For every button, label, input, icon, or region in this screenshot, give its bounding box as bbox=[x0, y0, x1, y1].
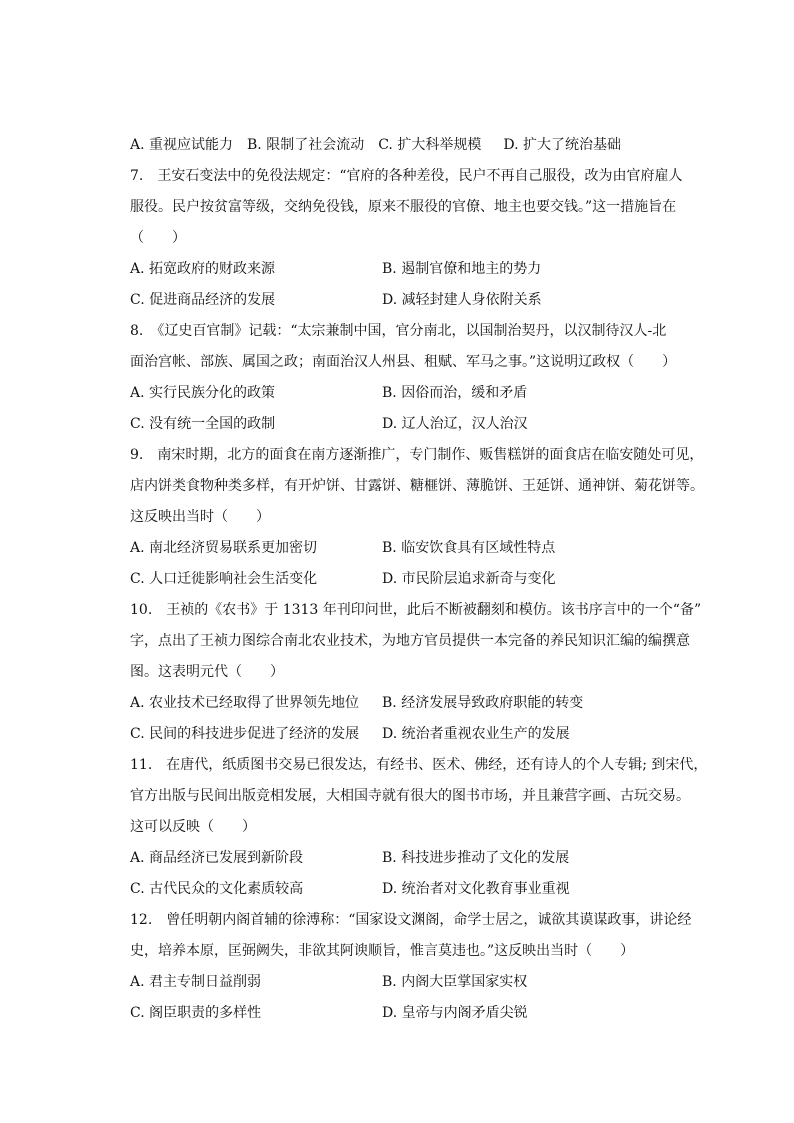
question-stem-line: 10. 王祯的《农书》于 1313 年刊印问世，此后不断被翻刻和模仿。该书序言中的一个“备” bbox=[130, 602, 702, 618]
option-c: C. 人口迁徙影响社会生活变化 bbox=[130, 571, 318, 587]
options-row bbox=[130, 969, 710, 1000]
option-b: B. 内阁大臣掌国家实权 bbox=[382, 974, 528, 990]
option-d: D. 减轻封建人身依附关系 bbox=[382, 292, 542, 308]
question-stem-line: 史，培养本原，匡弼阙失，非欲其阿谀顺旨，惟言莫违也。”这反映出当时（ ） bbox=[130, 943, 635, 959]
question-stem-line: 7. 王安石变法中的免役法规定：“官府的各种差役，民户不再自己服役，改为由官府雇人 bbox=[130, 168, 683, 184]
option-b: B. 因俗而治，缓和矛盾 bbox=[382, 385, 528, 401]
option-a: A. 南北经济贸易联系更加密切 bbox=[130, 540, 318, 556]
options-row bbox=[130, 721, 710, 752]
options-row bbox=[130, 411, 710, 442]
exam-content bbox=[130, 132, 710, 1031]
question-stem-line: 官方出版与民间出版竞相发展，大相国寺就有很大的图书市场，并且兼营字画、古玩交易。 bbox=[130, 788, 690, 804]
option-a: A. 商品经济已发展到新阶段 bbox=[130, 850, 304, 866]
options-row bbox=[130, 876, 710, 907]
options-row bbox=[130, 380, 710, 411]
option-d: D. 市民阶层追求新奇与变化 bbox=[382, 571, 556, 587]
option-a: A. 君主专制日益削弱 bbox=[130, 974, 262, 990]
question-7 bbox=[130, 163, 710, 318]
question-stem-line: 这反映出当时（ ） bbox=[130, 509, 270, 525]
option-b: B. 遏制官僚和地主的势力 bbox=[382, 261, 542, 277]
option-c: C. 民间的科技进步促进了经济的发展 bbox=[130, 726, 360, 742]
question-6-options bbox=[130, 132, 710, 163]
question-stem-line: 9. 南宋时期，北方的面食在南方逐渐推广，专门制作、贩售糕饼的面食店在临安随处可见， bbox=[130, 447, 704, 463]
option-c: C. 没有统一全国的政制 bbox=[130, 416, 276, 432]
options-row bbox=[130, 1000, 710, 1031]
options-row bbox=[130, 566, 710, 597]
option-b: B. 经济发展导致政府职能的转变 bbox=[382, 695, 584, 711]
option-6-c: C. 扩大科举规模 bbox=[378, 137, 482, 153]
question-stem-line: （ ） bbox=[130, 230, 186, 246]
option-b: B. 科技进步推动了文化的发展 bbox=[382, 850, 570, 866]
option-6-a: A. 重视应试能力 bbox=[130, 137, 234, 153]
option-d: D. 辽人治辽，汉人治汉 bbox=[382, 416, 528, 432]
question-stem-line: 8. 《辽史百官制》记载：“太宗兼制中国，官分南北，以国制治契丹，以汉制待汉人-北 bbox=[130, 323, 667, 339]
options-row bbox=[130, 845, 710, 876]
options-row bbox=[130, 535, 710, 566]
question-stem-line: 11. 在唐代，纸质图书交易已很发达，有经书、医术、佛经，还有诗人的个人专辑; 到宋代， bbox=[130, 757, 708, 773]
question-stem-line: 服役。民户按贫富等级，交纳免役钱，原来不服役的官僚、地主也要交钱。”这一措施旨在 bbox=[130, 199, 677, 215]
option-a: A. 实行民族分化的政策 bbox=[130, 385, 276, 401]
question-stem-line: 图。这表明元代（ ） bbox=[130, 664, 284, 680]
option-c: C. 古代民众的文化素质较高 bbox=[130, 881, 304, 897]
question-8 bbox=[130, 318, 710, 442]
option-a: A. 农业技术已经取得了世界领先地位 bbox=[130, 695, 360, 711]
options-row bbox=[130, 287, 710, 318]
question-11 bbox=[130, 752, 710, 907]
option-d: D. 统治者重视农业生产的发展 bbox=[382, 726, 570, 742]
option-c: C. 阁臣职责的多样性 bbox=[130, 1005, 262, 1021]
options-row bbox=[130, 256, 710, 287]
question-10 bbox=[130, 597, 710, 752]
question-9 bbox=[130, 442, 710, 597]
question-12 bbox=[130, 907, 710, 1031]
option-6-b: B. 限制了社会流动 bbox=[247, 137, 365, 153]
question-stem-line: 面治宫帐、部族、属国之政；南面治汉人州县、租赋、军马之事。”这说明辽政权（ ） bbox=[130, 354, 677, 370]
question-stem-line: 12. 曾任明朝内阁首辅的徐溥称：“国家设文渊阁，命学士居之，诚欲其谟谋政事，讲论经 bbox=[130, 912, 692, 928]
option-c: C. 促进商品经济的发展 bbox=[130, 292, 276, 308]
question-stem-line: 店内饼类食物种类多样，有开炉饼、甘露饼、糖榧饼、薄脆饼、王延饼、通神饼、菊花饼等。 bbox=[130, 478, 704, 494]
option-a: A. 拓宽政府的财政来源 bbox=[130, 261, 276, 277]
question-stem-line: 字，点出了王祯力图综合南北农业技术，为地方官员提供一本完备的养民知识汇编的编撰意 bbox=[130, 633, 690, 649]
option-d: D. 皇帝与内阁矛盾尖锐 bbox=[382, 1005, 528, 1021]
option-b: B. 临安饮食具有区域性特点 bbox=[382, 540, 556, 556]
options-row bbox=[130, 690, 710, 721]
option-6-d: D. 扩大了统治基础 bbox=[503, 137, 621, 153]
question-stem-line: 这可以反映（ ） bbox=[130, 819, 256, 835]
option-d: D. 统治者对文化教育事业重视 bbox=[382, 881, 570, 897]
